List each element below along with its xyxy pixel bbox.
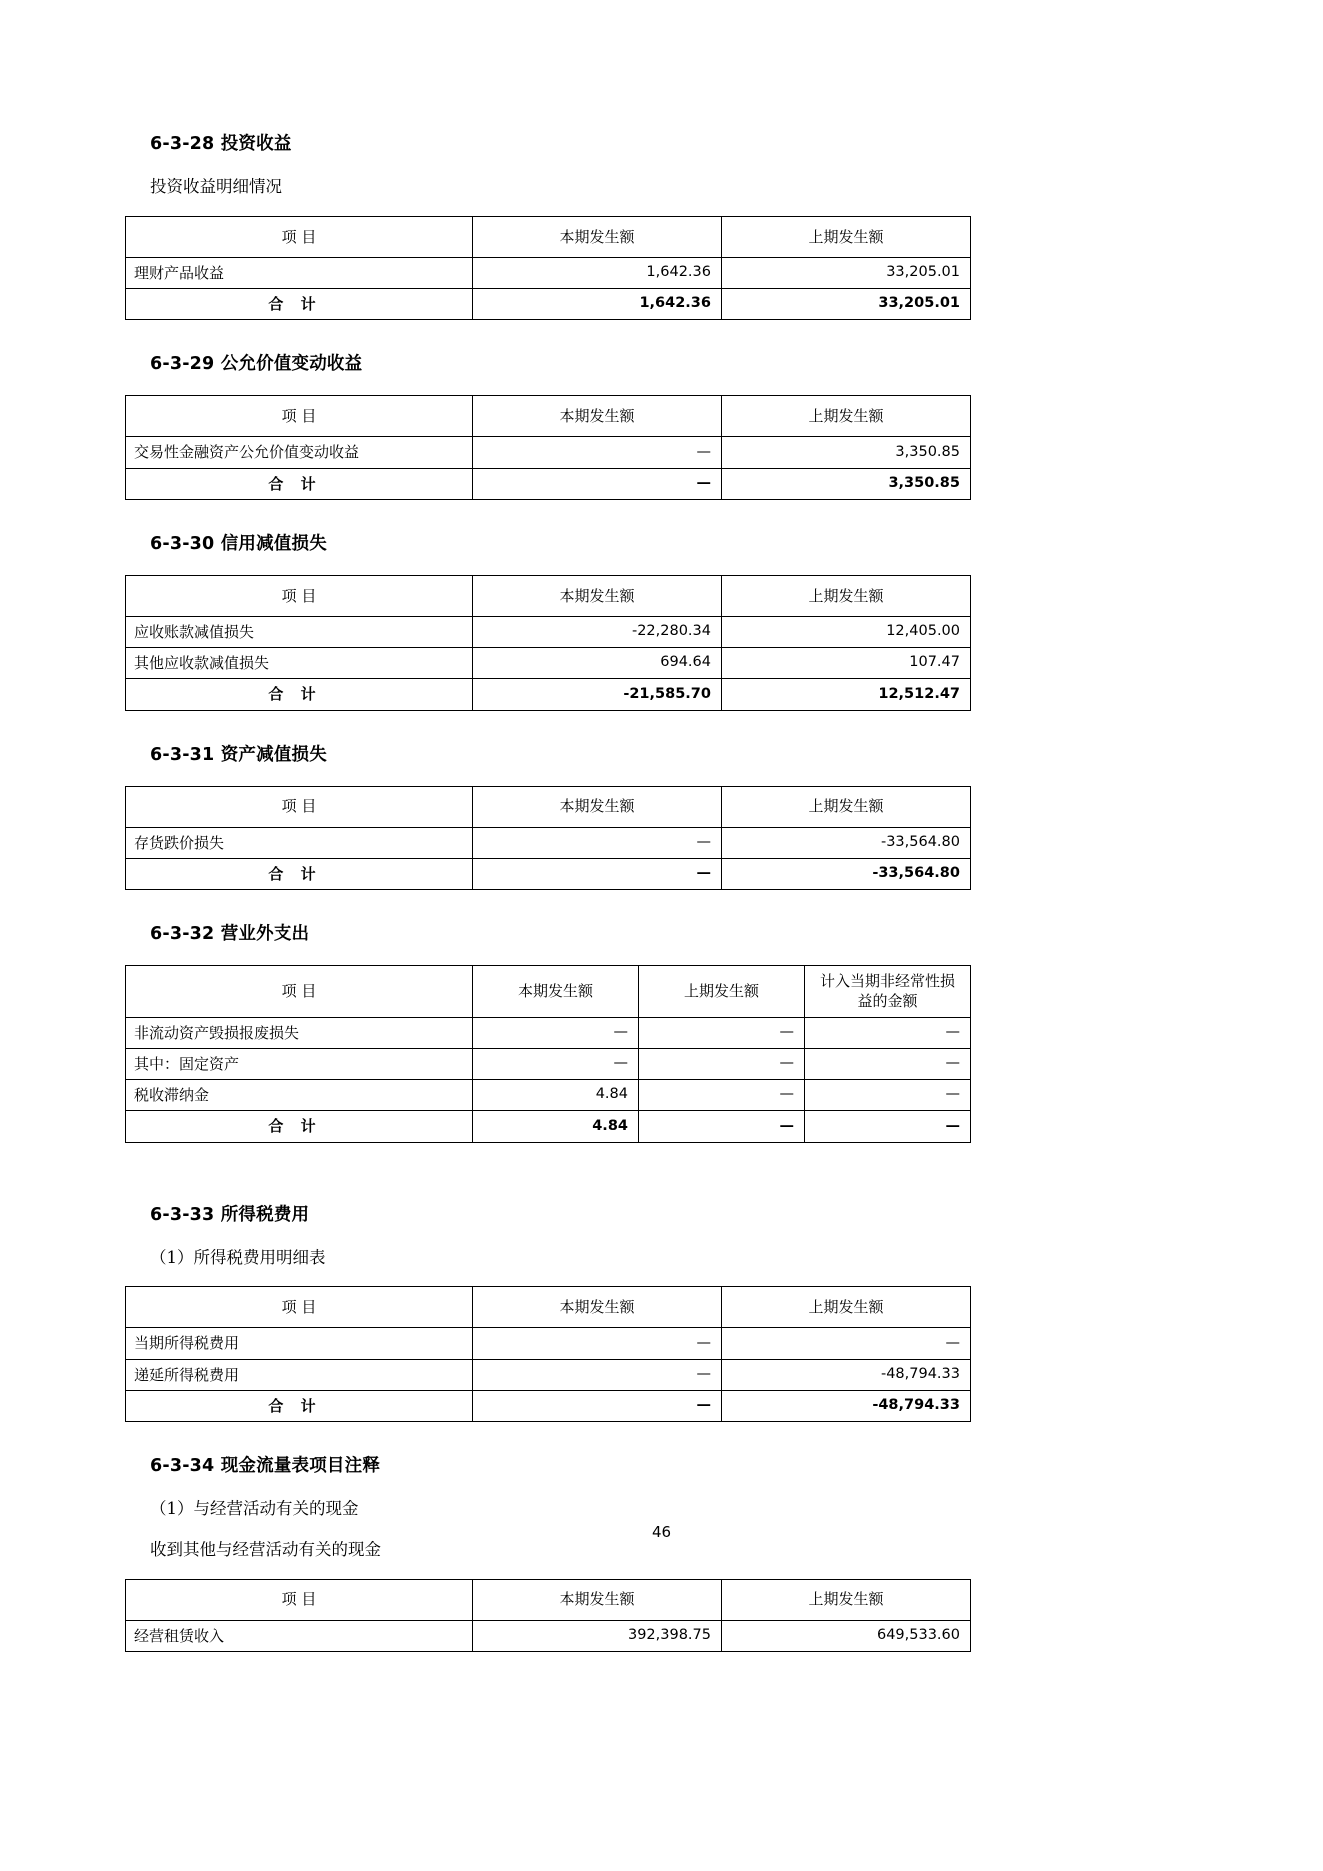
page-content (134, 130, 995, 1652)
row-value-current: — (473, 437, 722, 468)
row-label: 合 计 (126, 858, 473, 889)
table-row (126, 1620, 971, 1651)
row-label: 理财产品收益 (126, 257, 473, 288)
table-row-total (126, 1390, 971, 1421)
row-value-current: — (473, 858, 722, 889)
row-value-current: — (473, 1328, 722, 1359)
row-value-current: 392,398.75 (473, 1620, 722, 1651)
table-asset-impairment-loss (125, 786, 971, 891)
row-value-prior: — (639, 1111, 805, 1142)
row-value-nonrecurring: — (805, 1048, 971, 1079)
column-header-current: 本期发生额 (473, 786, 722, 827)
section-subtitle-6-3-28: 投资收益明细情况 (150, 177, 282, 196)
column-header-current: 本期发生额 (473, 216, 722, 257)
section-heading-6-3-32: 6-3-32 营业外支出 (150, 924, 310, 944)
row-value-prior: 107.47 (722, 648, 971, 679)
table-row (126, 1359, 971, 1390)
column-header-prior: 上期发生额 (722, 1287, 971, 1328)
table-header-row (126, 216, 971, 257)
table-row-total (126, 679, 971, 710)
column-header-item: 项 目 (126, 786, 473, 827)
table-row-total (126, 468, 971, 499)
row-value-prior: -48,794.33 (722, 1359, 971, 1390)
row-value-prior: 33,205.01 (722, 257, 971, 288)
row-value-current: — (473, 468, 722, 499)
table-row (126, 616, 971, 647)
column-header-item: 项 目 (126, 1579, 473, 1620)
table-credit-impairment-loss (125, 575, 971, 711)
column-header-item: 项 目 (126, 575, 473, 616)
row-value-current: — (473, 1390, 722, 1421)
section-subtitle-6-3-33: （1）所得税费用明细表 (150, 1247, 326, 1267)
spacer (150, 1143, 995, 1201)
row-value-prior: 12,405.00 (722, 616, 971, 647)
table-header-row (126, 786, 971, 827)
table-row (126, 257, 971, 288)
row-value-prior: -33,564.80 (722, 858, 971, 889)
column-header-current: 本期发生额 (473, 575, 722, 616)
row-value-prior: 649,533.60 (722, 1620, 971, 1651)
row-value-prior: 33,205.01 (722, 289, 971, 320)
row-value-prior: -48,794.33 (722, 1390, 971, 1421)
row-value-prior: 3,350.85 (722, 437, 971, 468)
table-row (126, 1328, 971, 1359)
table-header-row (126, 1287, 971, 1328)
row-label: 经营租赁收入 (126, 1620, 473, 1651)
column-header-prior: 上期发生额 (722, 1579, 971, 1620)
row-label: 其他应收款减值损失 (126, 648, 473, 679)
row-value-prior: — (639, 1080, 805, 1111)
row-label: 应收账款减值损失 (126, 616, 473, 647)
row-value-current: — (473, 1048, 639, 1079)
section-heading-6-3-31: 6-3-31 资产减值损失 (150, 744, 327, 765)
column-header-item: 项 目 (126, 216, 473, 257)
row-value-current: -21,585.70 (473, 679, 722, 710)
row-value-prior: 12,512.47 (722, 679, 971, 710)
column-header-prior: 上期发生额 (722, 216, 971, 257)
row-label: 合 计 (126, 468, 473, 499)
table-investment-income (125, 216, 971, 321)
row-label: 当期所得税费用 (126, 1328, 473, 1359)
column-header-item: 项 目 (126, 966, 473, 1018)
row-value-current: -22,280.34 (473, 616, 722, 647)
row-label: 税收滞纳金 (126, 1080, 473, 1111)
row-label: 递延所得税费用 (126, 1359, 473, 1390)
spacer (150, 711, 995, 741)
row-label: 合 计 (126, 679, 473, 710)
row-value-current: — (473, 827, 722, 858)
column-header-prior: 上期发生额 (639, 966, 805, 1018)
column-header-current: 本期发生额 (473, 1287, 722, 1328)
row-value-nonrecurring: — (805, 1017, 971, 1048)
table-row-total (126, 289, 971, 320)
table-row (126, 437, 971, 468)
row-label: 合 计 (126, 1111, 473, 1142)
table-row (126, 1017, 971, 1048)
row-value-prior: 3,350.85 (722, 468, 971, 499)
table-row (126, 648, 971, 679)
table-row-total (126, 858, 971, 889)
spacer (150, 500, 995, 530)
row-value-current: — (473, 1017, 639, 1048)
row-label: 合 计 (126, 289, 473, 320)
section-heading-6-3-28: 6-3-28 投资收益 (150, 134, 292, 154)
section-subtitle2-6-3-34: 收到其他与经营活动有关的现金 (150, 1539, 381, 1559)
table-non-operating-expenses (125, 965, 971, 1143)
spacer (150, 890, 995, 920)
row-value-prior: -33,564.80 (722, 827, 971, 858)
row-label: 其中：固定资产 (126, 1048, 473, 1079)
row-label: 交易性金融资产公允价值变动收益 (126, 437, 473, 468)
row-value-nonrecurring: — (805, 1111, 971, 1142)
column-header-nonrecurring: 计入当期非经常性损益的金额 (805, 966, 971, 1018)
column-header-prior: 上期发生额 (722, 396, 971, 437)
row-value-prior: — (722, 1328, 971, 1359)
column-header-item: 项 目 (126, 396, 473, 437)
table-header-row (126, 1579, 971, 1620)
row-value-prior: — (639, 1017, 805, 1048)
section-heading-6-3-34: 6-3-34 现金流量表项目注释 (150, 1456, 381, 1476)
row-value-current: 4.84 (473, 1111, 639, 1142)
table-row (126, 1080, 971, 1111)
row-value-current: 1,642.36 (473, 289, 722, 320)
section-heading-6-3-29: 6-3-29 公允价值变动收益 (150, 354, 363, 375)
row-value-current: 694.64 (473, 648, 722, 679)
row-value-current: 4.84 (473, 1080, 639, 1111)
table-header-row (126, 396, 971, 437)
section-heading-6-3-33: 6-3-33 所得税费用 (150, 1204, 310, 1225)
column-header-prior: 上期发生额 (722, 575, 971, 616)
row-label: 合 计 (126, 1390, 473, 1421)
column-header-item: 项 目 (126, 1287, 473, 1328)
spacer (150, 1422, 995, 1452)
section-heading-6-3-30: 6-3-30 信用减值损失 (150, 533, 327, 554)
section-subtitle-6-3-34: （1）与经营活动有关的现金 (150, 1499, 359, 1518)
row-value-current: 1,642.36 (473, 257, 722, 288)
table-operating-cash-received (125, 1579, 971, 1652)
table-row-total (126, 1111, 971, 1142)
column-header-current: 本期发生额 (473, 1579, 722, 1620)
row-value-nonrecurring: — (805, 1080, 971, 1111)
row-label: 非流动资产毁损报废损失 (126, 1017, 473, 1048)
table-row (126, 827, 971, 858)
table-fair-value-change-income (125, 395, 971, 500)
row-value-current: — (473, 1359, 722, 1390)
column-header-current: 本期发生额 (473, 966, 639, 1018)
column-header-current: 本期发生额 (473, 396, 722, 437)
table-header-row (126, 575, 971, 616)
table-row (126, 1048, 971, 1079)
page-number: 46 (651, 1523, 672, 1541)
row-value-prior: — (639, 1048, 805, 1079)
column-header-prior: 上期发生额 (722, 786, 971, 827)
table-header-row (126, 966, 971, 1018)
row-label: 存货跌价损失 (126, 827, 473, 858)
table-income-tax-expense (125, 1286, 971, 1422)
spacer (150, 320, 995, 350)
